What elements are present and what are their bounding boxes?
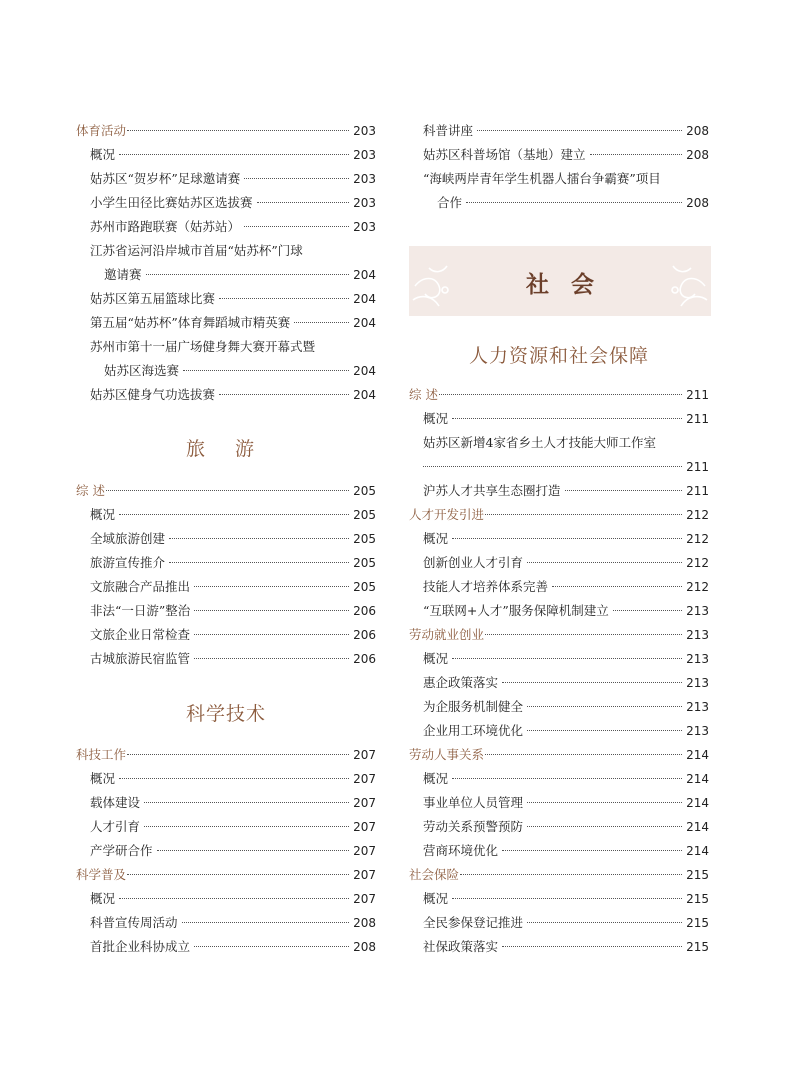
entry-title: 劳动就业创业 — [409, 627, 485, 642]
leader-dots — [527, 706, 682, 707]
leader-dots — [485, 754, 682, 755]
leader-dots — [244, 178, 349, 179]
page-number: 205 — [353, 508, 376, 522]
toc-entry[interactable] — [76, 913, 376, 933]
leader-dots — [502, 850, 682, 851]
entry-title: “互联网+人才”服务保障机制建立 — [423, 603, 609, 618]
entry-title: 沪苏人才共享生态圈打造 — [423, 483, 561, 498]
entry-title: 创新创业人才引育 — [423, 555, 524, 570]
toc-entry[interactable] — [409, 481, 709, 501]
entry-title: 综 述 — [76, 483, 105, 498]
page-number: 208 — [686, 196, 709, 210]
leader-dots — [439, 394, 682, 395]
toc-category-science-work[interactable] — [76, 745, 376, 765]
page-number: 215 — [686, 892, 709, 906]
leader-dots — [106, 490, 349, 491]
entry-title: 文旅融合产品推出 — [90, 579, 191, 594]
toc-entry[interactable] — [409, 649, 709, 669]
page-number: 208 — [353, 940, 376, 954]
leader-dots — [119, 778, 349, 779]
page-number: 208 — [353, 916, 376, 930]
toc-entry[interactable] — [76, 649, 376, 669]
leader-dots — [502, 682, 682, 683]
entry-title: 姑苏区“贺岁杯”足球邀请赛 — [90, 171, 241, 186]
page-number: 203 — [353, 196, 376, 210]
entry-title: 概况 — [90, 147, 116, 162]
page-number: 213 — [686, 700, 709, 714]
entry-title: 概况 — [423, 531, 449, 546]
page-number: 203 — [353, 124, 376, 138]
toc-entry[interactable] — [409, 121, 709, 141]
entry-title: 姑苏区科普场馆（基地）建立 — [423, 147, 586, 162]
toc-entry[interactable] — [76, 577, 376, 597]
page-number: 204 — [353, 316, 376, 330]
toc-entry[interactable] — [76, 601, 376, 621]
leader-dots — [590, 154, 683, 155]
entry-title: 姑苏区第五届篮球比赛 — [90, 291, 216, 306]
leader-dots — [194, 946, 349, 947]
toc-entry[interactable] — [409, 793, 709, 813]
leader-dots — [527, 826, 682, 827]
entry-title: 科学普及 — [76, 867, 127, 882]
toc-entry[interactable] — [409, 193, 709, 213]
entry-title: 人才开发引进 — [409, 507, 485, 522]
toc-entry-line1[interactable]: 江苏省运河沿岸城市首届“姑苏杯”门球 — [90, 243, 303, 258]
page-number: 207 — [353, 868, 376, 882]
toc-category-labor-relations[interactable] — [409, 745, 709, 765]
entry-title: 姑苏区健身气功选拔赛 — [90, 387, 216, 402]
page-number: 214 — [686, 820, 709, 834]
section-banner-society — [409, 246, 711, 316]
leader-dots — [119, 154, 349, 155]
entry-title: 企业用工环境优化 — [423, 723, 524, 738]
entry-title: 社保政策落实 — [423, 939, 499, 954]
toc-category-overview[interactable] — [409, 385, 709, 405]
leader-dots — [466, 202, 682, 203]
toc-entry[interactable] — [409, 673, 709, 693]
toc-entry[interactable] — [409, 145, 709, 165]
toc-entry[interactable] — [409, 457, 709, 477]
entry-title: 非法“一日游”整治 — [90, 603, 191, 618]
entry-title: 载体建设 — [90, 795, 141, 810]
toc-entry[interactable] — [76, 217, 376, 237]
leader-dots — [552, 586, 682, 587]
entry-title: 科普讲座 — [423, 123, 474, 138]
page-number: 211 — [686, 412, 709, 426]
leader-dots — [244, 226, 349, 227]
page-number: 203 — [353, 172, 376, 186]
page-number: 215 — [686, 916, 709, 930]
leader-dots — [157, 850, 350, 851]
entry-title: 科技工作 — [76, 747, 127, 762]
leader-dots — [127, 130, 349, 131]
page-number: 204 — [353, 292, 376, 306]
toc-entry[interactable] — [409, 913, 709, 933]
entry-title: 苏州市路跑联赛（姑苏站） — [90, 219, 241, 234]
entry-title: 全域旅游创建 — [90, 531, 166, 546]
toc-category-sport[interactable] — [76, 121, 376, 141]
toc-entry[interactable] — [76, 529, 376, 549]
toc-entry[interactable] — [409, 841, 709, 861]
page-number: 207 — [353, 748, 376, 762]
leader-dots — [477, 130, 682, 131]
entry-title: 邀请赛 — [104, 267, 142, 282]
page-number: 212 — [686, 532, 709, 546]
entry-title: 概况 — [90, 507, 116, 522]
leader-dots — [502, 946, 682, 947]
toc-entry[interactable] — [409, 937, 709, 957]
page-number: 205 — [353, 484, 376, 498]
entry-title: 劳动人事关系 — [409, 747, 485, 762]
leader-dots — [119, 514, 349, 515]
page-number: 214 — [686, 844, 709, 858]
leader-dots — [294, 322, 349, 323]
leader-dots — [565, 490, 683, 491]
entry-title: 概况 — [423, 651, 449, 666]
leader-dots — [485, 634, 682, 635]
entry-title: 古城旅游民宿监管 — [90, 651, 191, 666]
leader-dots — [127, 754, 349, 755]
toc-entry[interactable] — [409, 577, 709, 597]
page-number: 204 — [353, 364, 376, 378]
entry-title: 社会保险 — [409, 867, 460, 882]
leader-dots — [146, 274, 350, 275]
leader-dots — [144, 802, 349, 803]
leader-dots — [452, 658, 682, 659]
entry-title: 人才引育 — [90, 819, 141, 834]
leader-dots — [194, 658, 349, 659]
toc-entry[interactable] — [76, 625, 376, 645]
entry-title: 第五届“姑苏杯”体育舞蹈城市精英赛 — [90, 315, 291, 330]
entry-title: 劳动关系预警预防 — [423, 819, 524, 834]
toc-entry[interactable] — [409, 409, 709, 429]
page-number: 207 — [353, 820, 376, 834]
entry-title: 概况 — [90, 891, 116, 906]
page-number: 213 — [686, 604, 709, 618]
page-number: 212 — [686, 556, 709, 570]
page-number: 206 — [353, 604, 376, 618]
leader-dots — [119, 898, 349, 899]
page-number: 215 — [686, 940, 709, 954]
section-heading-science: 科学技术 — [185, 703, 266, 725]
page-number: 215 — [686, 868, 709, 882]
entry-title: 科普宣传周活动 — [90, 915, 178, 930]
entry-title: 惠企政策落实 — [423, 675, 499, 690]
leader-dots — [527, 922, 682, 923]
leader-dots — [527, 802, 682, 803]
toc-entry[interactable] — [76, 169, 376, 189]
entry-title: 文旅企业日常检查 — [90, 627, 191, 642]
entry-title: 概况 — [423, 411, 449, 426]
entry-title: 小学生田径比赛姑苏区选拔赛 — [90, 195, 253, 210]
toc-entry[interactable] — [76, 505, 376, 525]
leader-dots — [452, 898, 682, 899]
entry-title: 概况 — [90, 771, 116, 786]
leader-dots — [452, 538, 682, 539]
entry-title: 概况 — [423, 771, 449, 786]
toc-entry[interactable] — [76, 817, 376, 837]
toc-category-talent[interactable] — [409, 505, 709, 525]
page-number: 206 — [353, 628, 376, 642]
entry-title: 首批企业科协成立 — [90, 939, 191, 954]
leader-dots — [169, 562, 349, 563]
leader-dots — [527, 562, 682, 563]
leader-dots — [219, 394, 349, 395]
toc-entry[interactable] — [409, 601, 709, 621]
entry-title: 概况 — [423, 891, 449, 906]
leader-dots — [194, 610, 349, 611]
toc-category-social-insurance[interactable] — [409, 865, 709, 885]
toc-entry[interactable] — [409, 721, 709, 741]
toc-entry[interactable] — [76, 841, 376, 861]
page-number: 212 — [686, 508, 709, 522]
toc-entry[interactable] — [76, 385, 376, 405]
toc-entry[interactable] — [409, 817, 709, 837]
toc-entry[interactable] — [409, 889, 709, 909]
entry-title: 事业单位人员管理 — [423, 795, 524, 810]
toc-entry[interactable] — [409, 697, 709, 717]
entry-title: 姑苏区海选赛 — [104, 363, 180, 378]
page-number: 213 — [686, 652, 709, 666]
toc-entry[interactable] — [76, 145, 376, 165]
page-number: 211 — [686, 388, 709, 402]
leader-dots — [169, 538, 349, 539]
page-number: 208 — [686, 124, 709, 138]
leader-dots — [460, 874, 682, 875]
toc-category-overview[interactable] — [76, 481, 376, 501]
toc-category-science-popularization[interactable] — [76, 865, 376, 885]
leader-dots — [452, 418, 682, 419]
toc-entry[interactable] — [409, 553, 709, 573]
toc-entry[interactable] — [76, 769, 376, 789]
section-heading-tourism: 旅 游 — [185, 438, 267, 460]
page-number: 207 — [353, 892, 376, 906]
entry-title: 综 述 — [409, 387, 438, 402]
toc-entry[interactable] — [76, 265, 376, 285]
toc-entry[interactable] — [409, 529, 709, 549]
leader-dots — [527, 730, 682, 731]
page-number: 206 — [353, 652, 376, 666]
toc-entry-line1[interactable]: 姑苏区新增4家省乡土人才技能大师工作室 — [423, 435, 656, 450]
toc-entry[interactable] — [76, 313, 376, 333]
page-number: 214 — [686, 748, 709, 762]
leader-dots — [613, 610, 682, 611]
leader-dots — [194, 586, 349, 587]
page-number: 207 — [353, 796, 376, 810]
toc-entry[interactable] — [76, 289, 376, 309]
toc-entry[interactable] — [76, 937, 376, 957]
page-number: 207 — [353, 844, 376, 858]
banner-title: 社会 — [526, 272, 616, 298]
page-number: 204 — [353, 268, 376, 282]
leader-dots — [423, 466, 682, 467]
leader-dots — [182, 922, 350, 923]
page-number: 213 — [686, 724, 709, 738]
toc-entry[interactable] — [409, 769, 709, 789]
page-number: 211 — [686, 484, 709, 498]
entry-title: 为企服务机制健全 — [423, 699, 524, 714]
page-number: 203 — [353, 148, 376, 162]
toc-entry[interactable] — [76, 553, 376, 573]
leader-dots — [144, 826, 349, 827]
page-number: 213 — [686, 628, 709, 642]
leader-dots — [257, 202, 350, 203]
page-number: 208 — [686, 148, 709, 162]
page-number: 207 — [353, 772, 376, 786]
page-number: 211 — [686, 460, 709, 474]
toc-entry[interactable] — [76, 793, 376, 813]
leader-dots — [452, 778, 682, 779]
leader-dots — [485, 514, 682, 515]
page-number: 212 — [686, 580, 709, 594]
leader-dots — [219, 298, 349, 299]
toc-entry[interactable] — [76, 361, 376, 381]
entry-title: 全民参保登记推进 — [423, 915, 524, 930]
page-number: 205 — [353, 580, 376, 594]
entry-title: 体育活动 — [76, 123, 127, 138]
page-number: 203 — [353, 220, 376, 234]
toc-category-employment[interactable] — [409, 625, 709, 645]
page-number: 214 — [686, 772, 709, 786]
leader-dots — [183, 370, 349, 371]
toc-entry[interactable] — [76, 889, 376, 909]
toc-entry-line1[interactable]: “海峡两岸青年学生机器人擂台争霸赛”项目 — [423, 171, 661, 186]
entry-title: 技能人才培养体系完善 — [423, 579, 549, 594]
page-number: 204 — [353, 388, 376, 402]
page-number: 214 — [686, 796, 709, 810]
entry-title: 合作 — [437, 195, 463, 210]
entry-title: 产学研合作 — [90, 843, 153, 858]
toc-entry-line1[interactable]: 苏州市第十一届广场健身舞大赛开幕式暨 — [90, 339, 316, 354]
leader-dots — [194, 634, 349, 635]
page-number: 205 — [353, 532, 376, 546]
page-number: 213 — [686, 676, 709, 690]
section-heading-hr: 人力资源和社会保障 — [468, 345, 649, 367]
toc-entry[interactable] — [76, 193, 376, 213]
entry-title: 营商环境优化 — [423, 843, 499, 858]
page-number: 205 — [353, 556, 376, 570]
leader-dots — [127, 874, 349, 875]
entry-title: 旅游宣传推介 — [90, 555, 166, 570]
